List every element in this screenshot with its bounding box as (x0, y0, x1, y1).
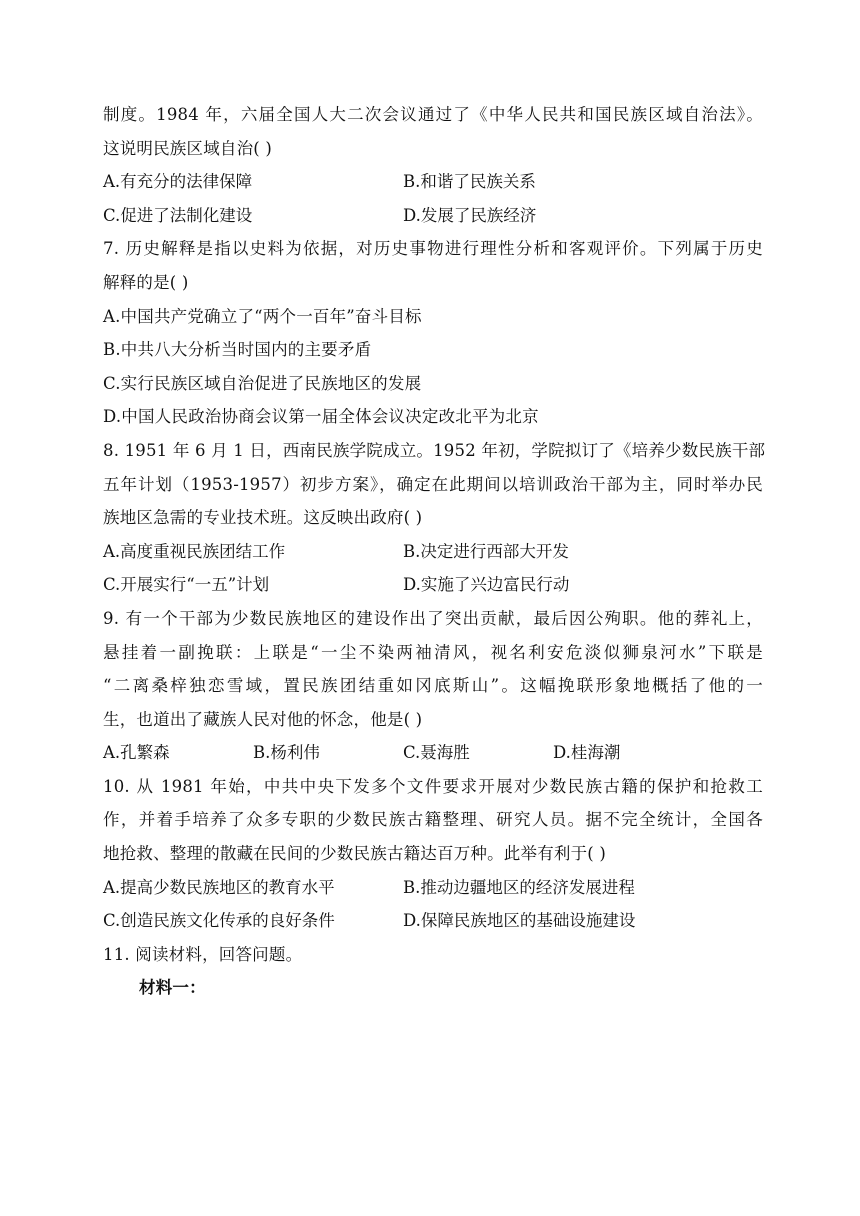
q9-option-d[interactable]: D.桂海潮 (553, 743, 621, 763)
q6-option-b[interactable]: B.和谐了民族关系 (403, 172, 536, 192)
q9-stem-line-2: 悬挂着一副挽联：上联是“一尘不染两袖清风，视名利安危淡似狮泉河水”下联是 (103, 642, 763, 662)
q6-options-row-1 (103, 165, 763, 199)
q6-stem-line-1: 制度。1984 年，六届全国人大二次会议通过了《中华人民共和国民族区域自治法》。 (103, 105, 763, 124)
q10-stem-line-3: 地抢救、整理的散藏在民间的少数民族古籍达百万种。此举有利于( ) (103, 844, 607, 864)
q9-option-b[interactable]: B.杨利伟 (253, 743, 320, 763)
q7-stem-line-2: 解释的是( ) (103, 272, 189, 292)
q8-option-b[interactable]: B.决定进行西部大开发 (403, 541, 569, 561)
q6-options-row-2 (103, 199, 763, 233)
q7-option-d[interactable]: D.中国人民政治协商会议第一届全体会议决定改北平为北京 (103, 407, 539, 427)
q6-option-a[interactable]: A.有充分的法律保障 (103, 172, 253, 192)
q10-options-row-1 (103, 871, 763, 905)
q6-option-d[interactable]: D.发展了民族经济 (403, 205, 537, 225)
q7-option-b[interactable]: B.中共八大分析当时国内的主要矛盾 (103, 340, 372, 360)
q11-material-1-label: 材料一： (139, 978, 206, 998)
q9-stem-line-1: 9. 有一个干部为少数民族地区的建设作出了突出贡献，最后因公殉职。他的葬礼上， (103, 608, 763, 628)
q10-option-a[interactable]: A.提高少数民族地区的教育水平 (103, 877, 335, 897)
q10-option-c[interactable]: C.创造民族文化传承的良好条件 (103, 911, 335, 931)
q9-stem-line-3: “二离桑梓独恋雪域，置民族团结重如冈底斯山”。这幅挽联形象地概括了他的一 (103, 676, 763, 696)
q10-options-row-2 (103, 904, 763, 938)
question-content (103, 98, 766, 1005)
q10-option-b[interactable]: B.推动边疆地区的经济发展进程 (403, 877, 635, 897)
q8-option-c[interactable]: C.开展实行“一五”计划 (103, 575, 270, 595)
q8-options-row-2 (103, 568, 763, 602)
q10-stem-line-2: 作，并着手培养了众多专职的少数民族古籍整理、研究人员。据不完全统计，全国各 (103, 810, 763, 830)
q9-option-a[interactable]: A.孔繁森 (103, 743, 170, 763)
q7-option-c[interactable]: C.实行民族区域自治促进了民族地区的发展 (103, 373, 422, 393)
q8-options-row-1 (103, 535, 763, 569)
q8-option-a[interactable]: A.高度重视民族团结工作 (103, 541, 286, 561)
q8-stem-line-2: 五年计划（1953-1957）初步方案》，确定在此期间以培训政治干部为主，同时举办民 (103, 474, 763, 494)
q9-option-c[interactable]: C.聂海胜 (403, 743, 470, 763)
q8-stem-line-3: 族地区急需的专业技术班。这反映出政府( ) (103, 508, 423, 528)
q9-options-row (103, 736, 763, 770)
q8-option-d[interactable]: D.实施了兴边富民行动 (403, 575, 570, 595)
q7-stem-line-1: 7. 历史解释是指以史料为依据，对历史事物进行理性分析和客观评价。下列属于历史 (103, 239, 763, 259)
q7-option-a[interactable]: A.中国共产党确立了“两个一百年”奋斗目标 (103, 306, 422, 326)
q11-stem: 11. 阅读材料，回答问题。 (103, 944, 303, 964)
q10-stem-line-1: 10. 从 1981 年始，中共中央下发多个文件要求开展对少数民族古籍的保护和抢救工 (103, 776, 763, 796)
q10-option-d[interactable]: D.保障民族地区的基础设施建设 (403, 911, 636, 931)
q6-option-c[interactable]: C.促进了法制化建设 (103, 205, 253, 225)
q6-stem-line-2: 这说明民族区域自治( ) (103, 138, 273, 158)
q8-stem-line-1: 8. 1951 年 6 月 1 日，西南民族学院成立。1952 年初，学院拟订了《培养少数民族干部 (103, 440, 766, 460)
q9-stem-line-4: 生，也道出了藏族人民对他的怀念，他是( ) (103, 709, 423, 729)
